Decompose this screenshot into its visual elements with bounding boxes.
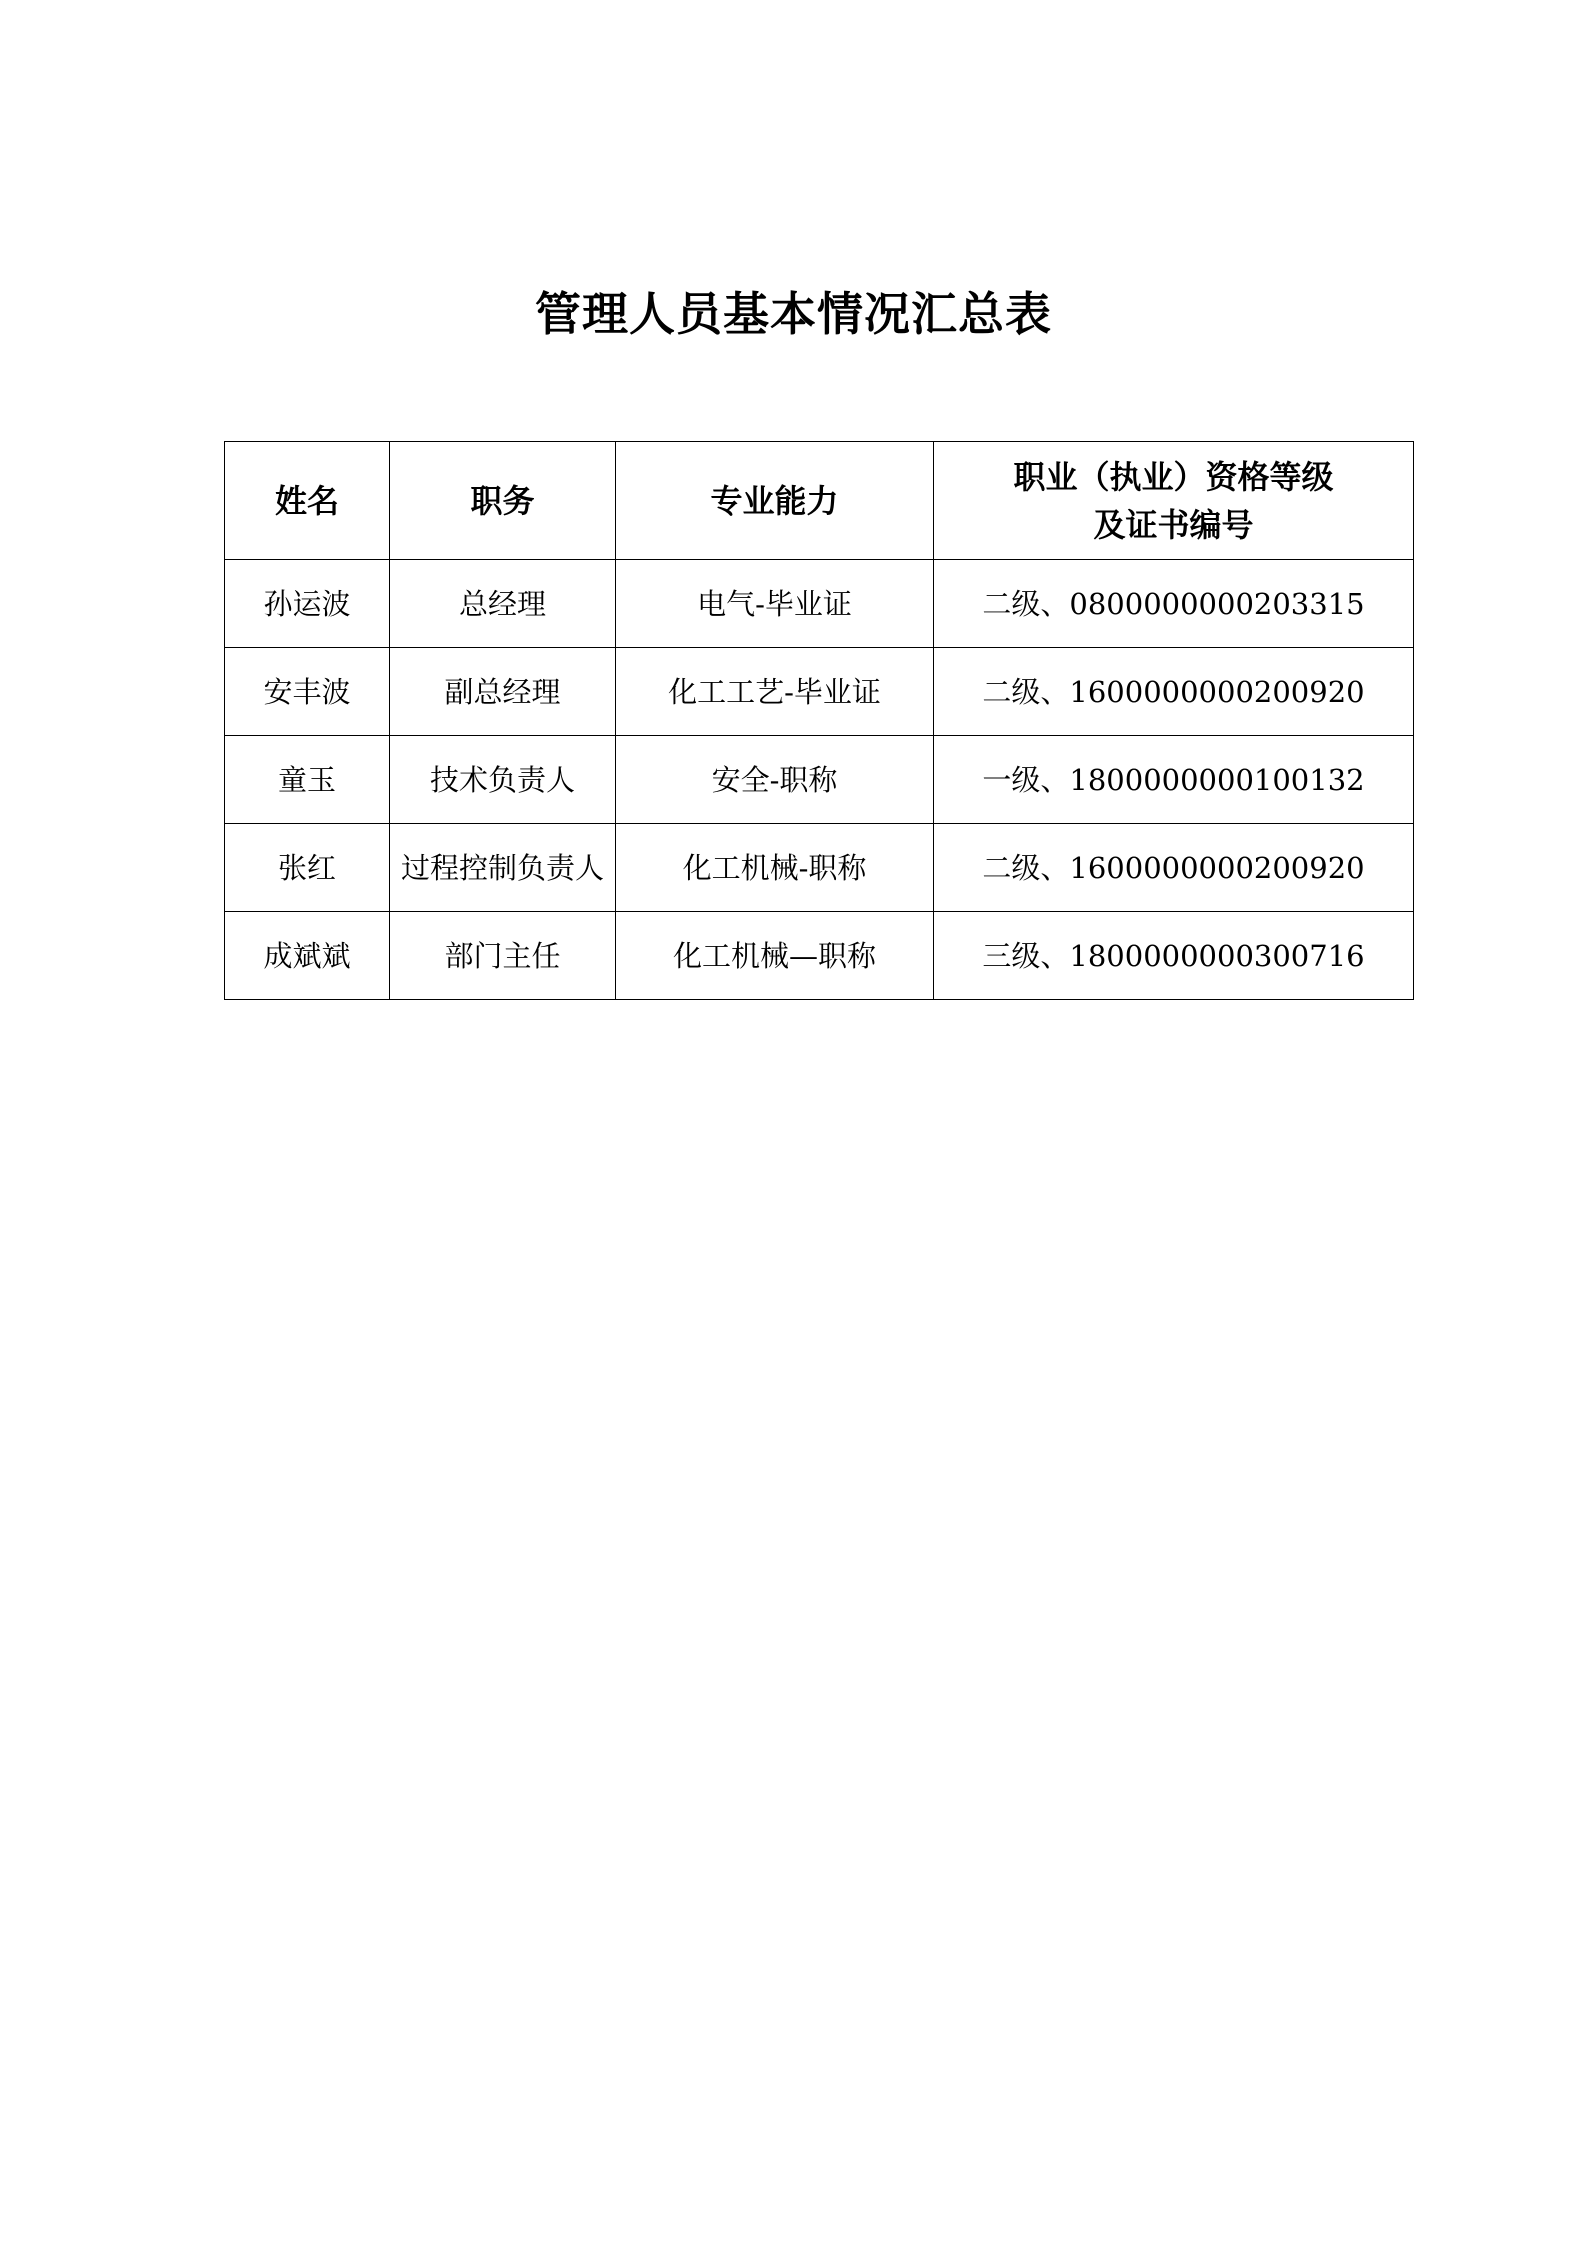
table-header-row — [225, 442, 1414, 560]
header-name: 姓名 — [225, 442, 390, 560]
table-row — [225, 736, 1414, 824]
header-certificate — [934, 442, 1414, 560]
cell-position: 副总经理 — [390, 648, 616, 736]
cell-position: 部门主任 — [390, 912, 616, 1000]
header-certificate-line2: 及证书编号 — [1093, 505, 1254, 544]
table-row — [225, 912, 1414, 1000]
cell-position: 总经理 — [390, 560, 616, 648]
table-row — [225, 648, 1414, 736]
header-position: 职务 — [390, 442, 616, 560]
document-title: 管理人员基本情况汇总表 — [535, 287, 1052, 341]
cell-certificate: 二级、1600000000200920 — [934, 824, 1414, 912]
cell-position: 过程控制负责人 — [390, 824, 616, 912]
cell-skill: 化工工艺-毕业证 — [616, 648, 934, 736]
cell-certificate: 二级、1600000000200920 — [934, 648, 1414, 736]
cell-certificate: 二级、0800000000203315 — [934, 560, 1414, 648]
cell-certificate: 一级、1800000000100132 — [934, 736, 1414, 824]
table-row — [225, 560, 1414, 648]
table-row — [225, 824, 1414, 912]
cell-skill: 电气-毕业证 — [616, 560, 934, 648]
header-certificate-line1: 职业（执业）资格等级 — [1013, 457, 1334, 496]
cell-name: 成斌斌 — [225, 912, 390, 1000]
cell-name: 童玉 — [225, 736, 390, 824]
cell-skill: 安全-职称 — [616, 736, 934, 824]
cell-certificate: 三级、1800000000300716 — [934, 912, 1414, 1000]
header-skill: 专业能力 — [616, 442, 934, 560]
cell-position: 技术负责人 — [390, 736, 616, 824]
cell-skill: 化工机械-职称 — [616, 824, 934, 912]
cell-name: 安丰波 — [225, 648, 390, 736]
cell-name: 孙运波 — [225, 560, 390, 648]
management-summary-table — [224, 441, 1414, 1000]
cell-skill: 化工机械—职称 — [616, 912, 934, 1000]
cell-name: 张红 — [225, 824, 390, 912]
